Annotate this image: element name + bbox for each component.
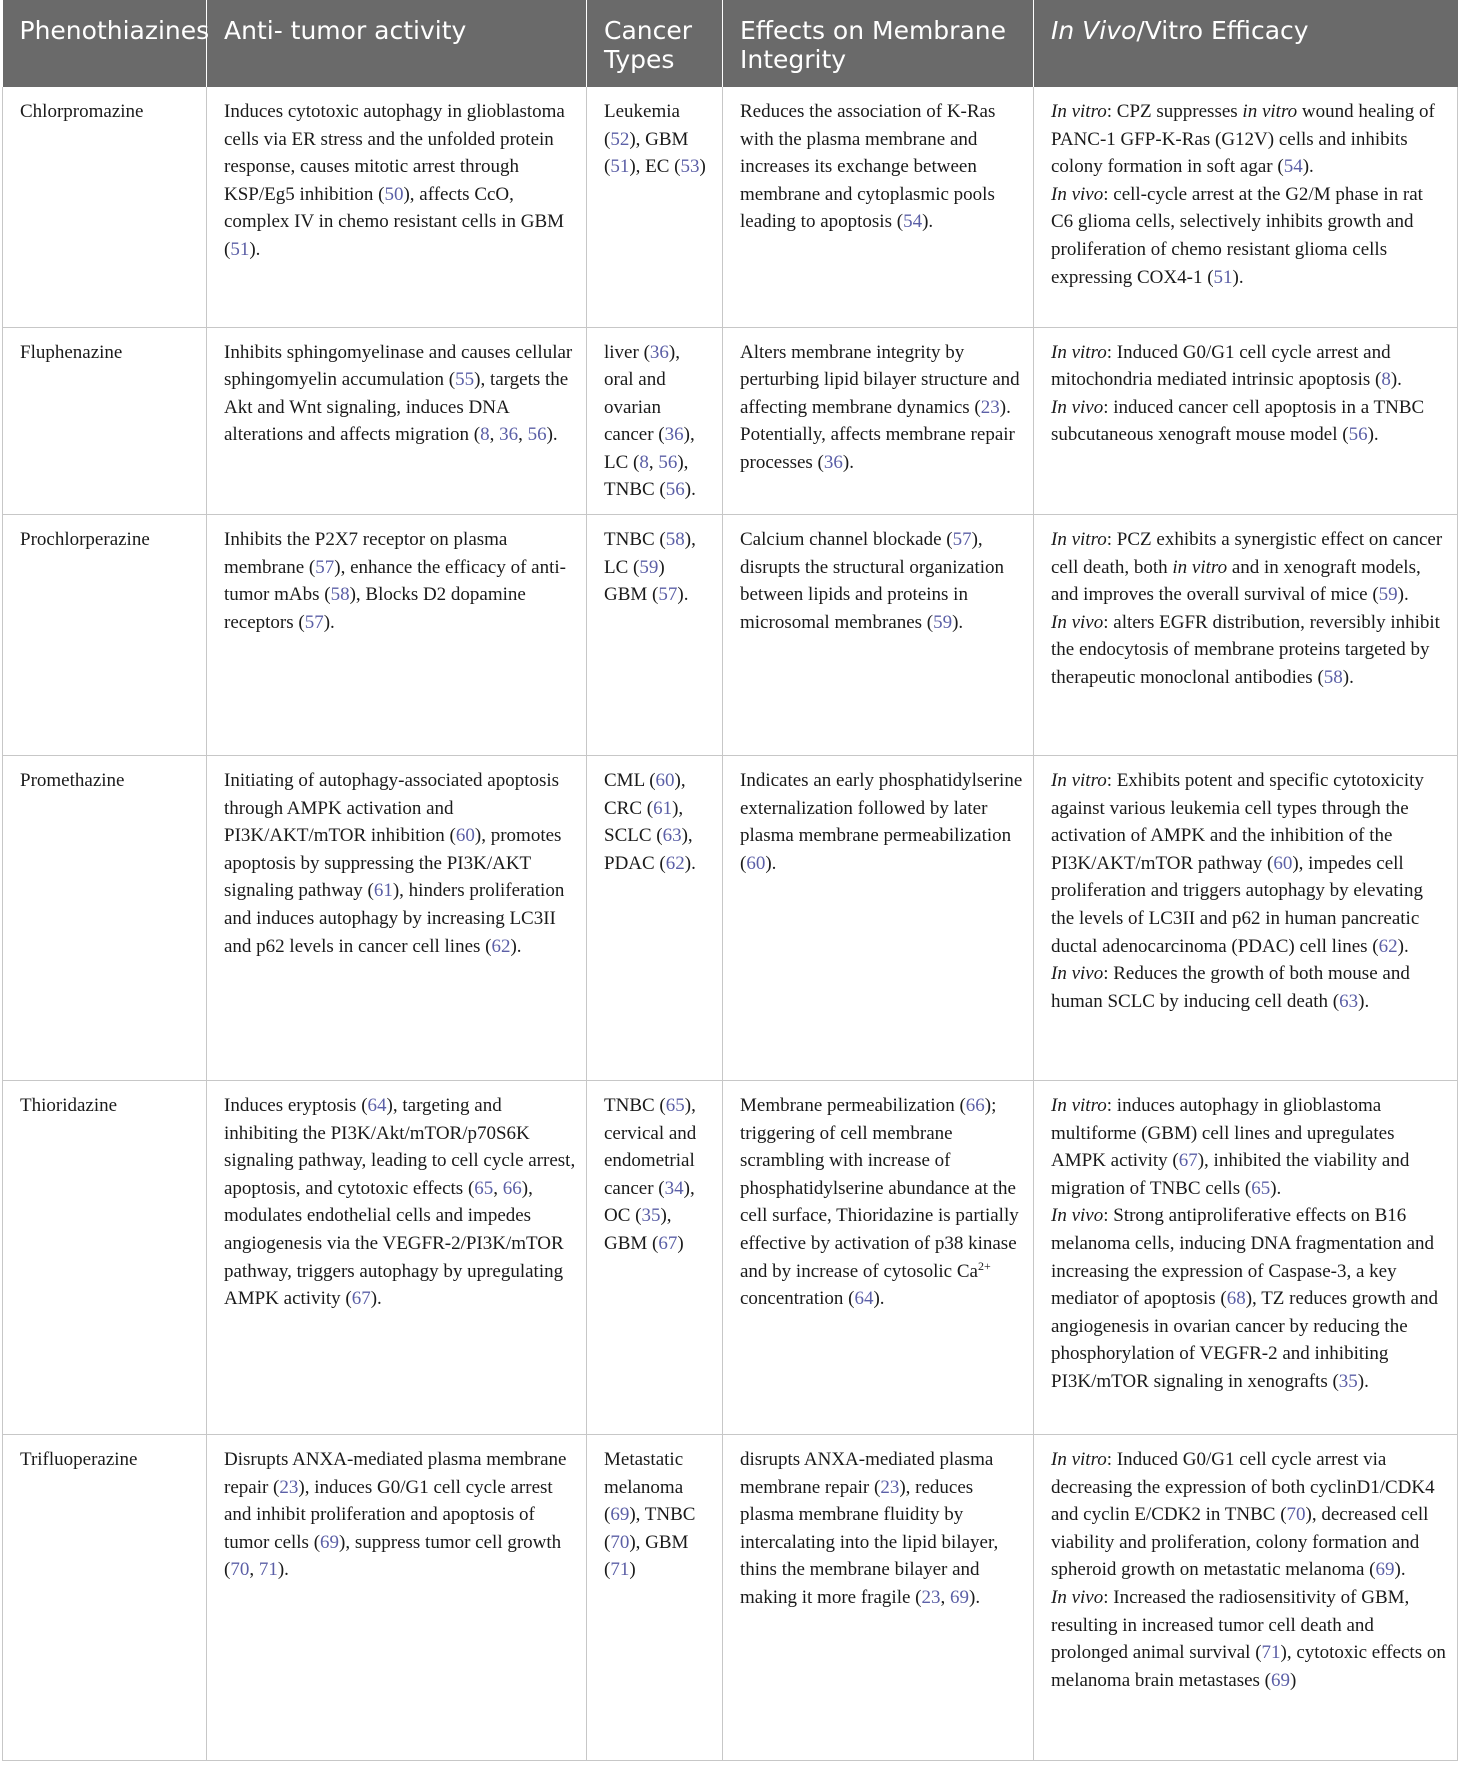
text-segment: disrupts ANXA-mediated plasma membrane repair ( xyxy=(740,1449,994,1498)
citation-link[interactable]: 70 xyxy=(230,1559,250,1581)
citation-link[interactable]: 51 xyxy=(610,156,630,178)
efficacy-paragraph xyxy=(1051,1584,1447,1694)
text-segment: ), decreased cell viability and proliferation, colony formation and spheroid growth on metastatic melanoma ( xyxy=(1051,1504,1429,1581)
efficacy-paragraph xyxy=(1051,1446,1447,1584)
text-segment: ). xyxy=(1232,266,1244,288)
text-segment: ), SCLC ( xyxy=(604,797,684,847)
citation-link[interactable]: 65 xyxy=(665,1095,685,1117)
citation-link[interactable]: 67 xyxy=(351,1288,371,1310)
citation-link[interactable]: 64 xyxy=(367,1095,387,1117)
efficacy-paragraph xyxy=(1051,181,1447,291)
efficacy-cell xyxy=(1034,1435,1458,1761)
citation-link[interactable]: 66 xyxy=(965,1095,985,1117)
text-segment: Effects on Membrane Integrity xyxy=(740,16,1007,74)
citation-link[interactable]: 59 xyxy=(933,611,953,633)
text-segment: ), induces G0/G1 cell cycle arrest and inhibit proliferation and apoptosis of tumor cells ( xyxy=(224,1476,553,1553)
cancer-types-cell xyxy=(587,1081,723,1435)
text-segment: ), TNBC ( xyxy=(604,451,689,501)
text-segment: ). xyxy=(842,451,854,473)
citation-link[interactable]: 51 xyxy=(230,238,250,260)
membrane-integrity-cell xyxy=(723,1081,1034,1435)
header-anti-tumor-activity xyxy=(207,0,587,87)
citation-link[interactable]: 57 xyxy=(315,556,335,578)
citation-link[interactable]: 36 xyxy=(649,341,669,363)
text-segment: and in xenograft models, and improves the overall survival of mice ( xyxy=(1051,556,1421,606)
citation-link[interactable]: 56 xyxy=(658,451,678,473)
text-segment: ), enhance the efficacy of anti-tumor mAbs ( xyxy=(224,556,567,606)
text-segment: Induces cytotoxic autophagy in glioblastoma cells via ER stress and the unfolded protein response, causes mitotic arrest through KSP/Eg5 inhibition ( xyxy=(224,101,565,205)
membrane-integrity-cell xyxy=(723,756,1034,1081)
text-segment: ), inhibited the viability and migration of TNBC cells ( xyxy=(1051,1150,1410,1199)
citation-link[interactable]: 56 xyxy=(527,424,547,446)
citation-link[interactable]: 8 xyxy=(480,424,490,446)
text-segment: Metastatic melanoma ( xyxy=(604,1449,684,1526)
citation-link[interactable]: 60 xyxy=(746,852,766,874)
text-segment: ), targeting and inhibiting the PI3K/Akt/mTOR/p70S6K signaling pathway, leading to cell cycle arrest, apoptosis, and cytotoxic effects ( xyxy=(224,1095,576,1199)
italic-text: In vitro xyxy=(1051,1449,1107,1471)
text-segment: Induces eryptosis ( xyxy=(224,1095,368,1117)
text-segment: Phenothiazines xyxy=(19,16,210,45)
text-segment: ), affects CcO, complex IV in chemo resistant cells in GBM ( xyxy=(224,183,565,260)
italic-text: In vitro xyxy=(1051,1095,1107,1117)
citation-link[interactable]: 23 xyxy=(279,1476,299,1498)
text-segment: ). xyxy=(510,935,522,957)
citation-link[interactable]: 63 xyxy=(662,825,682,847)
text-segment: , xyxy=(518,424,528,446)
text-segment: Membrane permeabilization ( xyxy=(740,1095,966,1117)
cancer-types-cell xyxy=(587,756,723,1081)
citation-link[interactable]: 56 xyxy=(1348,424,1368,446)
table-row xyxy=(3,87,1458,327)
efficacy-cell xyxy=(1034,515,1458,756)
citation-link[interactable]: 59 xyxy=(639,556,659,578)
text-segment: ), LC ( xyxy=(604,424,695,473)
citation-link[interactable]: 71 xyxy=(610,1559,630,1581)
header-cancer-types xyxy=(587,0,723,87)
italic-text: In vivo xyxy=(1051,1205,1104,1227)
text-segment: ), OC ( xyxy=(604,1177,695,1227)
text-segment: : Induced G0/G1 cell cycle arrest and mitochondria mediated intrinsic apoptosis ( xyxy=(1051,341,1391,391)
citation-link[interactable]: 36 xyxy=(664,424,684,446)
text-segment: ), GBM ( xyxy=(604,1205,672,1255)
citation-link[interactable]: 8 xyxy=(1381,369,1391,391)
text-segment: ) xyxy=(629,1559,636,1581)
text-segment: Cancer Types xyxy=(604,16,693,74)
citation-link[interactable]: 71 xyxy=(258,1559,278,1581)
citation-link[interactable]: 65 xyxy=(474,1177,494,1199)
italic-text: In vitro xyxy=(1051,770,1107,792)
citation-link[interactable]: 55 xyxy=(455,369,475,391)
text-segment: ). xyxy=(922,211,934,233)
header-phenothiazines xyxy=(3,0,210,87)
text-segment: ), targets the Akt and Wnt signaling, induces DNA alterations and affects migration ( xyxy=(224,369,569,446)
header-efficacy xyxy=(1034,0,1458,87)
text-segment: : PCZ exhibits a synergistic effect on cancer cell death, both xyxy=(1051,529,1443,578)
italic-text: In Vivo xyxy=(1051,16,1137,45)
text-segment: liver ( xyxy=(604,341,650,363)
text-segment: ). xyxy=(1397,935,1409,957)
citation-link[interactable]: 69 xyxy=(320,1531,340,1553)
efficacy-paragraph xyxy=(1051,98,1447,181)
text-segment: ). xyxy=(1367,424,1379,446)
text-segment: Inhibits the P2X7 receptor on plasma membrane ( xyxy=(224,529,508,578)
text-segment: ), Blocks D2 dopamine receptors ( xyxy=(224,584,526,633)
anti-tumor-activity-cell xyxy=(207,1435,587,1761)
citation-link[interactable]: 57 xyxy=(304,611,324,633)
superscript: 2+ xyxy=(977,1258,991,1273)
text-segment: ). xyxy=(1270,1177,1282,1199)
membrane-integrity-cell xyxy=(723,515,1034,756)
text-segment: ). xyxy=(684,852,696,874)
text-segment: ), cytotoxic effects on melanoma brain metastases ( xyxy=(1051,1642,1446,1691)
text-segment: concentration ( xyxy=(740,1288,855,1310)
citation-link[interactable]: 61 xyxy=(373,880,393,902)
citation-link[interactable]: 60 xyxy=(455,825,475,847)
citation-link[interactable]: 65 xyxy=(1251,1177,1271,1199)
text-segment: ), cervical and endometrial cancer ( xyxy=(604,1095,697,1199)
anti-tumor-activity-cell xyxy=(207,515,587,756)
citation-link[interactable]: 62 xyxy=(491,935,511,957)
table-row xyxy=(3,1081,1458,1435)
text-segment: ). xyxy=(677,584,689,606)
citation-link[interactable]: 54 xyxy=(903,211,923,233)
text-segment: ). xyxy=(765,852,777,874)
italic-text: In vivo xyxy=(1051,396,1104,418)
efficacy-paragraph xyxy=(1051,1092,1447,1202)
text-segment: TNBC ( xyxy=(604,529,666,551)
header-membrane-integrity xyxy=(723,0,1034,87)
text-segment: CML ( xyxy=(604,770,656,792)
italic-text: In vitro xyxy=(1051,341,1107,363)
drug-name-cell: Promethazine xyxy=(3,756,207,1081)
text-segment: ), suppress tumor cell growth ( xyxy=(224,1531,562,1581)
text-segment: : Increased the radiosensitivity of GBM, resulting in increased tumor cell death and prolonged animal survival ( xyxy=(1051,1587,1410,1664)
text-segment: : induces autophagy in glioblastoma multiforme (GBM) cell lines and upregulates AMPK activity ( xyxy=(1051,1095,1395,1172)
text-segment: ), LC ( xyxy=(604,529,696,578)
text-segment: , xyxy=(648,451,659,473)
citation-link[interactable]: 69 xyxy=(610,1504,630,1526)
anti-tumor-activity-cell xyxy=(207,756,587,1081)
citation-link[interactable]: 23 xyxy=(880,1476,900,1498)
citation-link[interactable]: 8 xyxy=(639,451,649,473)
italic-text: In vivo xyxy=(1051,611,1104,633)
citation-link[interactable]: 23 xyxy=(921,1587,941,1609)
citation-link[interactable]: 68 xyxy=(1226,1288,1246,1310)
efficacy-paragraph xyxy=(1051,526,1447,609)
drug-name-cell: Chlorpromazine xyxy=(3,87,207,327)
text-segment: ). xyxy=(1357,1371,1369,1392)
citation-link[interactable]: 51 xyxy=(1213,266,1233,288)
table-row xyxy=(3,327,1458,515)
text-segment: Disrupts ANXA-mediated plasma membrane repair ( xyxy=(224,1449,567,1498)
efficacy-paragraph xyxy=(1051,1202,1447,1395)
text-segment: : alters EGFR distribution, reversibly inhibit the endocytosis of membrane proteins targeted by therapeutic monoclonal antibodies ( xyxy=(1051,611,1440,689)
text-segment: ), modulates endothelial cells and impedes angiogenesis via the VEGFR-2/PI3K/mTOR pathway, triggers autophagy by upregulating AMPK activity ( xyxy=(224,1177,564,1310)
citation-link[interactable]: 62 xyxy=(665,852,685,874)
italic-text: In vivo xyxy=(1051,963,1104,985)
citation-link[interactable]: 35 xyxy=(1338,1371,1358,1392)
citation-link[interactable]: 64 xyxy=(854,1288,874,1310)
text-segment: ). xyxy=(1390,369,1402,391)
text-segment: ). xyxy=(1397,584,1409,606)
text-segment: Anti- tumor activity xyxy=(224,16,467,45)
citation-link[interactable]: 50 xyxy=(384,183,404,205)
table-container xyxy=(2,0,1457,1761)
citation-link[interactable]: 63 xyxy=(1339,990,1359,1012)
citation-link[interactable]: 69 xyxy=(1375,1559,1395,1581)
text-segment: ), disrupts the structural organization between lipids and proteins in microsomal membranes ( xyxy=(740,529,1005,633)
text-segment: ), reduces plasma membrane fluidity by intercalating into the lipid bilayer, thins the membrane bilayer and making it more fragile ( xyxy=(740,1476,999,1609)
membrane-integrity-cell xyxy=(723,87,1034,327)
text-segment: ). xyxy=(1302,156,1314,178)
citation-link[interactable]: 67 xyxy=(658,1233,678,1255)
text-segment: : Exhibits potent and specific cytotoxicity against various leukemia cell types through the activation of AMPK and the inhibition of the PI3K/AKT/mTOR pathway ( xyxy=(1051,770,1424,874)
efficacy-paragraph xyxy=(1051,609,1447,692)
text-segment: ). Potentially, affects membrane repair processes ( xyxy=(740,396,1015,473)
efficacy-paragraph xyxy=(1051,767,1447,960)
cancer-types-cell xyxy=(587,515,723,756)
cancer-types-cell xyxy=(587,87,723,327)
citation-link[interactable]: 23 xyxy=(980,396,1000,418)
italic-text: In vitro xyxy=(1051,529,1107,551)
text-segment: ). xyxy=(546,424,558,446)
table-header xyxy=(3,0,1458,87)
efficacy-cell xyxy=(1034,756,1458,1081)
table-row xyxy=(3,1435,1458,1761)
text-segment: , xyxy=(940,1587,950,1609)
text-segment: ) xyxy=(677,1233,684,1255)
text-segment: ), EC ( xyxy=(629,156,681,178)
citation-link[interactable]: 69 xyxy=(1271,1669,1291,1691)
text-segment: ), PDAC ( xyxy=(604,825,693,874)
text-segment: ), impedes cell proliferation and triggers autophagy by elevating the levels of LC3II and p62 in human pancreatic ductal adenocarcinoma (PDAC) cell lines ( xyxy=(1051,852,1423,957)
text-segment: , xyxy=(493,1177,503,1199)
text-segment: : induced cancer cell apoptosis in a TNBC subcutaneous xenograft mouse model ( xyxy=(1051,396,1425,446)
anti-tumor-activity-cell xyxy=(207,1081,587,1435)
italic-text: In vivo xyxy=(1051,183,1104,205)
text-segment: ), TNBC ( xyxy=(604,1504,696,1553)
text-segment: ). xyxy=(969,1587,981,1609)
text-segment: /Vitro Efficacy xyxy=(1136,16,1309,45)
citation-link[interactable]: 61 xyxy=(653,797,673,819)
text-segment: ). xyxy=(1394,1559,1406,1581)
text-segment: Initiating of autophagy-associated apoptosis through AMPK activation and PI3K/AKT/mTOR inhibition ( xyxy=(224,770,560,847)
text-segment: ), promotes apoptosis by suppressing the PI3K/AKT signaling pathway ( xyxy=(224,825,562,902)
text-segment: ). xyxy=(1342,667,1354,689)
text-segment: ), oral and ovarian cancer ( xyxy=(604,341,680,446)
text-segment: ); triggering of cell membrane scrambling with increase of phosphatidylserine abundance at the cell surface, Thioridazine is partially effective by activation of p38 kinase and by increase of cytosolic Ca xyxy=(740,1095,1019,1282)
citation-link[interactable]: 59 xyxy=(1378,584,1398,606)
citation-link[interactable]: 60 xyxy=(655,770,675,792)
citation-link[interactable]: 56 xyxy=(665,479,685,501)
anti-tumor-activity-cell xyxy=(207,87,587,327)
text-segment: ), GBM ( xyxy=(604,1531,689,1581)
text-segment: Indicates an early phosphatidylserine externalization followed by later plasma membrane permeabilization ( xyxy=(740,770,1023,874)
citation-link[interactable]: 70 xyxy=(610,1531,630,1553)
text-segment: Leukemia ( xyxy=(604,101,680,150)
citation-link[interactable]: 34 xyxy=(664,1177,684,1199)
text-segment: ). xyxy=(370,1288,382,1310)
text-segment: ), hinders proliferation and induces autophagy by increasing LC3II and p62 levels in cancer cell lines ( xyxy=(224,880,565,957)
citation-link[interactable]: 36 xyxy=(499,424,519,446)
citation-link[interactable]: 57 xyxy=(952,529,972,551)
citation-link[interactable]: 58 xyxy=(330,584,350,606)
table-row xyxy=(3,756,1458,1081)
citation-link[interactable]: 52 xyxy=(610,128,630,150)
citation-link[interactable]: 36 xyxy=(823,451,843,473)
italic-text: In vivo xyxy=(1051,1587,1104,1609)
text-segment: : CPZ suppresses xyxy=(1106,101,1243,122)
efficacy-paragraph xyxy=(1051,394,1447,449)
membrane-integrity-cell xyxy=(723,327,1034,515)
citation-link[interactable]: 66 xyxy=(502,1177,522,1199)
text-segment: Reduces the association of K-Ras with the plasma membrane and increases its exchange between membrane and cytoplasmic pools leading to apoptosis ( xyxy=(740,101,996,233)
efficacy-paragraph xyxy=(1051,960,1447,1015)
drug-name-cell: Trifluoperazine xyxy=(3,1435,207,1761)
efficacy-cell xyxy=(1034,1081,1458,1435)
text-segment: , xyxy=(249,1559,259,1581)
citation-link[interactable]: 57 xyxy=(658,584,678,606)
text-segment: : Reduces the growth of both mouse and human SCLC by inducing cell death ( xyxy=(1051,963,1410,1012)
text-segment: ), TZ reduces growth and angiogenesis in ovarian cancer by reducing the phosphorylation of VEGFR-2 and inhibiting PI3K/mTOR signaling in xenografts ( xyxy=(1051,1288,1438,1392)
text-segment: : cell-cycle arrest at the G2/M phase in rat C6 glioma cells, selectively inhibits growth and proliferation of chemo resistant glioma cells expressing COX4-1 ( xyxy=(1051,183,1423,288)
citation-link[interactable]: 67 xyxy=(1178,1150,1198,1172)
drug-name-cell: Thioridazine xyxy=(3,1081,207,1435)
text-segment: ) xyxy=(1290,1669,1297,1691)
italic-text: in vitro xyxy=(1242,101,1298,122)
efficacy-cell xyxy=(1034,87,1458,327)
anti-tumor-activity-cell xyxy=(207,327,587,515)
text-segment: ). xyxy=(277,1559,289,1581)
citation-link[interactable]: 58 xyxy=(1323,667,1343,689)
text-segment: : Induced G0/G1 cell cycle arrest via decreasing the expression of both cyclinD1/CDK4 and cyclin E/CDK2 in TNBC ( xyxy=(1051,1449,1435,1526)
text-segment: Alters membrane integrity by perturbing lipid bilayer structure and affecting membrane dynamics ( xyxy=(740,341,1020,418)
efficacy-paragraph xyxy=(1051,339,1447,394)
text-segment: ). xyxy=(873,1288,885,1310)
table-row xyxy=(3,515,1458,756)
citation-link[interactable]: 62 xyxy=(1378,935,1398,957)
text-segment: ). xyxy=(1358,990,1370,1012)
phenothiazines-table xyxy=(2,0,1458,1761)
drug-name-cell: Prochlorperazine xyxy=(3,515,207,756)
text-segment: ). xyxy=(323,611,335,633)
text-segment: : Strong antiproliferative effects on B16 melanoma cells, inducing DNA fragmentation and increasing the expression of Caspase-3, a key mediator of apoptosis ( xyxy=(1051,1205,1435,1310)
drug-name-cell: Fluphenazine xyxy=(3,327,207,515)
text-segment: ). xyxy=(249,238,261,260)
text-segment: ). xyxy=(952,611,964,633)
table-body xyxy=(3,87,1458,1761)
cancer-types-cell xyxy=(587,327,723,515)
cancer-types-cell xyxy=(587,1435,723,1761)
citation-link[interactable]: 60 xyxy=(1273,852,1293,874)
membrane-integrity-cell xyxy=(723,1435,1034,1761)
efficacy-cell xyxy=(1034,327,1458,515)
text-segment: ). xyxy=(684,479,696,501)
text-segment: ), CRC ( xyxy=(604,770,686,819)
text-segment: ), GBM ( xyxy=(604,128,689,178)
citation-link[interactable]: 71 xyxy=(1261,1642,1281,1664)
text-segment: Inhibits sphingomyelinase and causes cellular sphingomyelin accumulation ( xyxy=(224,341,573,391)
text-segment: , xyxy=(489,424,500,446)
text-segment: wound healing of PANC-1 GFP-K-Ras (G12V) cells and inhibits colony formation in soft agar ( xyxy=(1051,101,1435,178)
text-segment: TNBC ( xyxy=(604,1095,666,1117)
citation-link[interactable]: 70 xyxy=(1286,1504,1306,1526)
citation-link[interactable]: 54 xyxy=(1283,156,1303,178)
text-segment: Calcium channel blockade ( xyxy=(740,529,953,551)
citation-link[interactable]: 58 xyxy=(665,529,685,551)
header-row xyxy=(3,0,1458,87)
text-segment: ) xyxy=(699,156,706,178)
italic-text: in vitro xyxy=(1172,556,1228,578)
citation-link[interactable]: 69 xyxy=(950,1587,969,1609)
italic-text: In vitro xyxy=(1051,101,1107,122)
citation-link[interactable]: 35 xyxy=(641,1205,661,1227)
text-segment: ) GBM ( xyxy=(604,556,665,606)
citation-link[interactable]: 53 xyxy=(680,156,700,178)
